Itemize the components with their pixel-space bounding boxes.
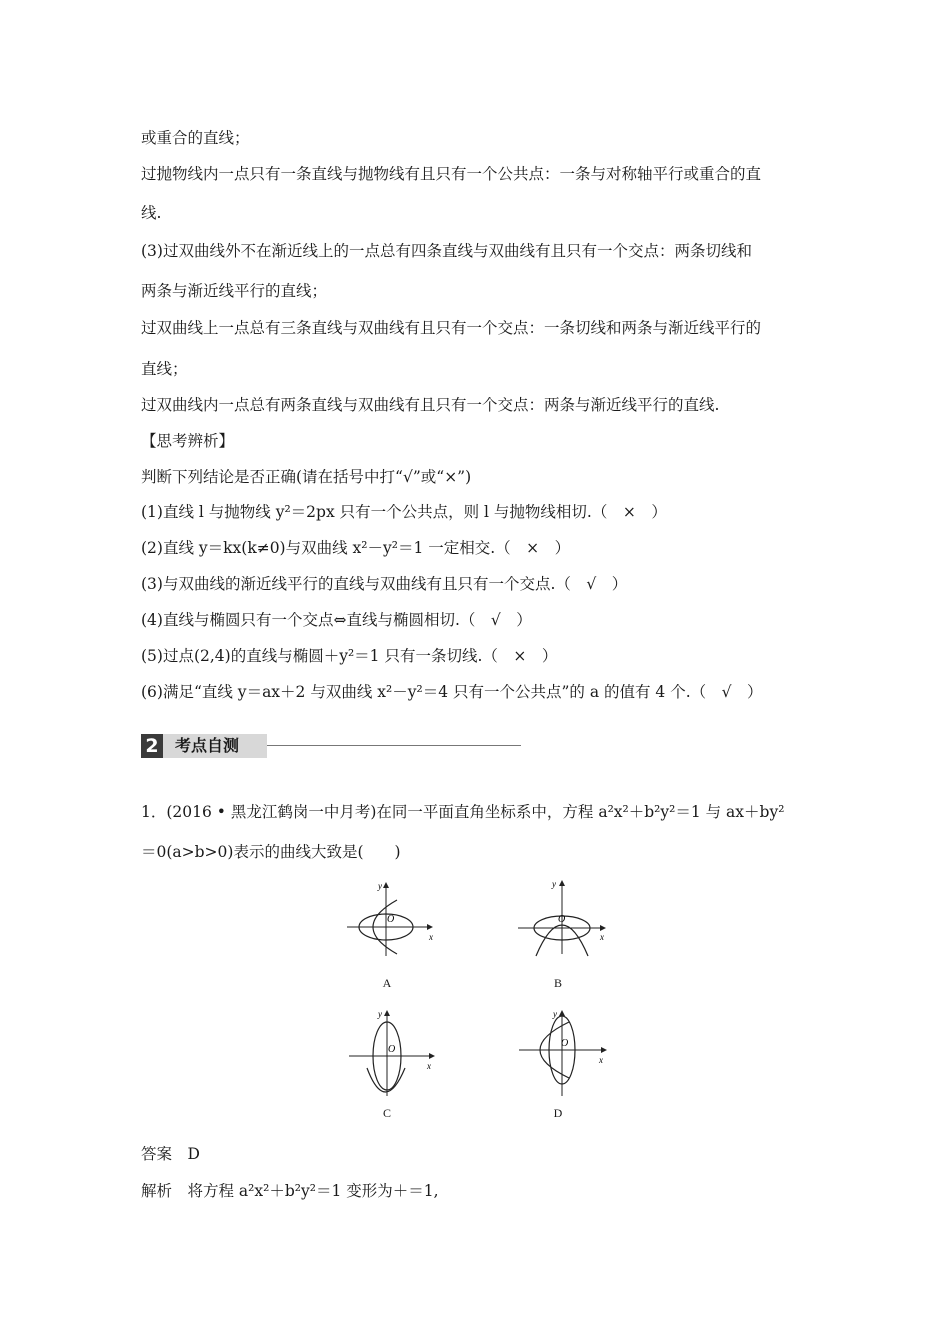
origin-label: O <box>561 1038 569 1049</box>
section-number: 2 <box>141 734 163 758</box>
y-axis-label: y <box>552 879 556 889</box>
question-text: 1．(2016 • 黑龙江鹤岗一中月考)在同一平面直角坐标系中，方程 a²x²＋b²y²＝1 与 ax＋by² <box>141 803 785 821</box>
section-divider <box>267 745 521 746</box>
answer-text: 答案 D <box>141 1145 200 1163</box>
y-axis-label: y <box>378 881 382 891</box>
origin-label: O <box>558 914 566 925</box>
text-line: 过抛物线内一点只有一条直线与抛物线有且只有一个公共点：一条与对称轴平行或重合的直 <box>141 165 762 183</box>
section-heading <box>141 734 521 758</box>
figure-d <box>517 1006 609 1098</box>
analysis-text: 解析 将方程 a²x²＋b²y²＝1 变形为＋＝1, <box>141 1182 439 1200</box>
question-text: ＝0(a>b>0)表示的曲线大致是( ) <box>141 843 401 861</box>
y-axis-label: y <box>378 1009 382 1019</box>
text-line: 过双曲线内一点总有两条直线与双曲线有且只有一个交点：两条与渐近线平行的直线. <box>141 396 720 414</box>
judgment-item: (5)过点(2,4)的直线与椭圆＋y²＝1 只有一条切线.（ × ） <box>141 647 558 665</box>
section-title-sikao: 【思考辨析】 <box>141 432 235 450</box>
figure-b <box>516 876 608 956</box>
judgment-item: (6)满足“直线 y＝ax＋2 与双曲线 x²－y²＝4 只有一个公共点”的 a 的值有 4 个.（ √ ） <box>141 683 763 701</box>
x-axis-label: x <box>429 932 433 942</box>
origin-label: O <box>388 1044 396 1055</box>
judgment-item: (4)直线与椭圆只有一个交点⇔直线与椭圆相切.（ √ ） <box>141 611 532 629</box>
text-line: (3)过双曲线外不在渐近线上的一点总有四条直线与双曲线有且只有一个交点：两条切线和 <box>141 242 752 260</box>
y-axis-label: y <box>553 1009 557 1019</box>
text-line: 或重合的直线； <box>141 129 250 147</box>
judgment-item: (3)与双曲线的渐近线平行的直线与双曲线有且只有一个交点.（ √ ） <box>141 575 628 593</box>
judgment-item: (1)直线 l 与抛物线 y²＝2px 只有一个公共点，则 l 与抛物线相切.（ × ） <box>141 503 667 521</box>
x-axis-label: x <box>600 932 604 942</box>
section-title: 考点自测 <box>163 734 267 758</box>
text-line: 过双曲线上一点总有三条直线与双曲线有且只有一个交点：一条切线和两条与渐近线平行的 <box>141 319 762 337</box>
figure-b-label: B <box>553 976 562 990</box>
figure-d-label: D <box>553 1106 563 1120</box>
figure-a-label: A <box>382 976 392 990</box>
text-line: 判断下列结论是否正确(请在括号中打“√”或“×”) <box>141 468 472 486</box>
x-axis-label: x <box>427 1061 431 1071</box>
x-axis-label: x <box>599 1055 603 1065</box>
origin-label: O <box>387 914 395 925</box>
figure-a <box>345 878 435 958</box>
judgment-item: (2)直线 y＝kx(k≠0)与双曲线 x²－y²＝1 一定相交.（ × ） <box>141 539 571 557</box>
text-line: 线. <box>141 204 162 222</box>
figure-c-label: C <box>382 1106 391 1120</box>
figure-c <box>347 1006 437 1098</box>
text-line: 直线； <box>141 360 188 378</box>
text-line: 两条与渐近线平行的直线； <box>141 282 328 300</box>
